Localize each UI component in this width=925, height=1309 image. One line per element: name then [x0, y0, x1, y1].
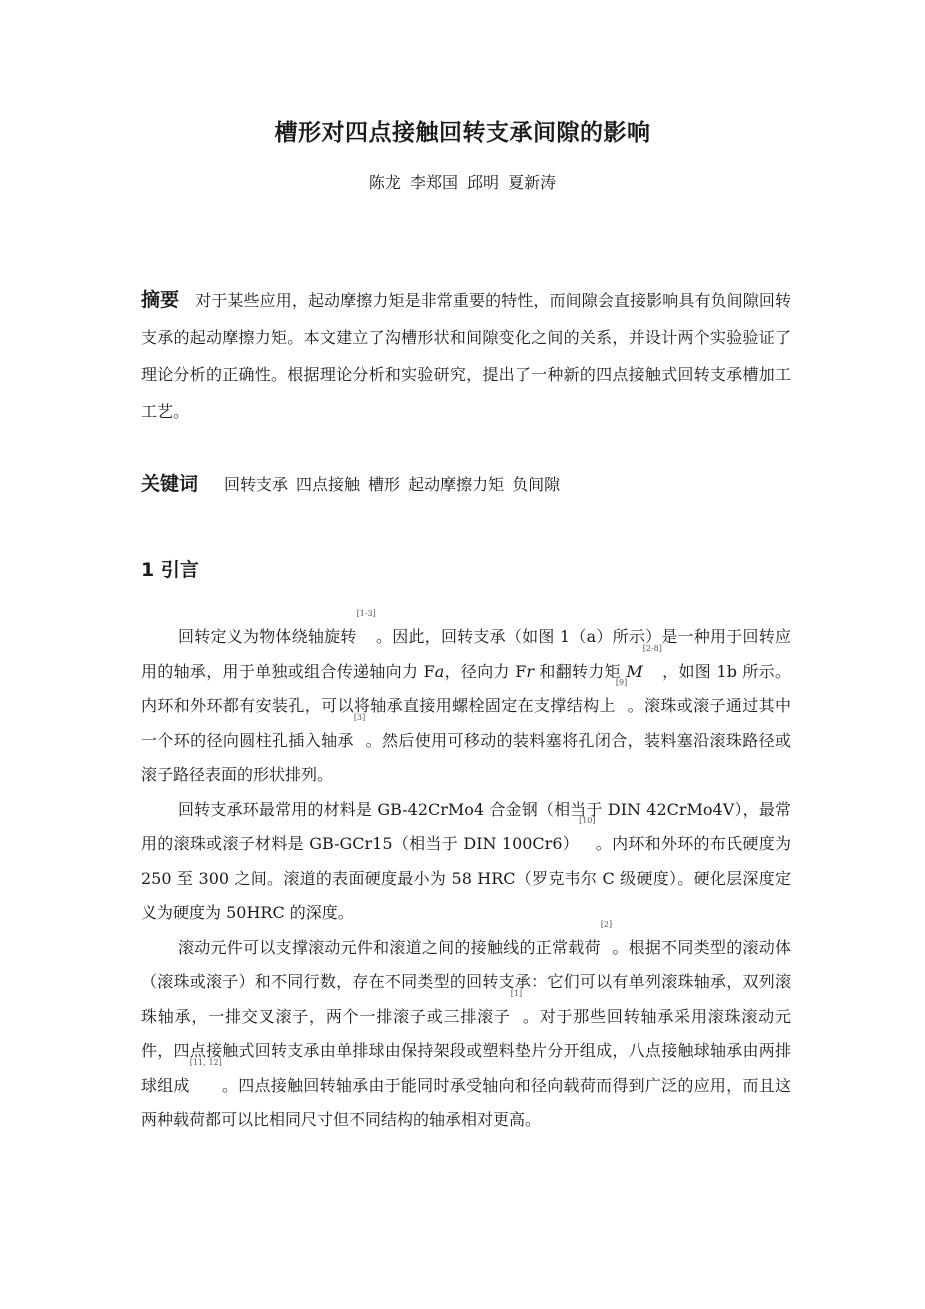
- keyword: 四点接触: [296, 475, 361, 494]
- text-run: 。因此，回转支承（如图 1（a）所示）是一种用于回转应用的轴承，用于单独或组合传递轴向力 F: [141, 627, 791, 681]
- text-run: 和翻转力矩: [534, 661, 627, 681]
- text-run: 回转定义为物体绕轴旋转: [178, 627, 357, 646]
- text-run: 。四点接触回转轴承由于能同时承受轴向和径向载荷而得到广泛的应用，而且这两种载荷都可以比相同尺寸但不同结构的轴承相对更高。: [141, 1075, 791, 1129]
- keywords-section: [141, 468, 791, 501]
- text-run: 回转支承环最常用的材料是 GB-42CrMo4 合金钢（相当于 DIN 42CrMo4V），最常用的滚珠或滚子材料是 GB-GCr15（相当于 DIN 100Cr6）: [141, 799, 791, 853]
- citation: [3]: [353, 712, 366, 722]
- citation: [10]: [579, 816, 596, 825]
- citation: [11, 12]: [189, 1057, 222, 1067]
- math-var: a: [434, 661, 445, 681]
- keyword: 回转支承: [224, 475, 289, 494]
- paragraph-3: [141, 919, 791, 1138]
- text-run: 。然后使用可移动的装料塞将孔闭合，装料塞沿滚珠路径或滚子路径表面的形状排列。: [141, 730, 791, 784]
- citation: [2]: [600, 919, 613, 929]
- keywords-label: 关键词: [141, 473, 199, 495]
- keyword: 槽形: [368, 475, 401, 494]
- text-run: ，如图 1b 所示。内环和外环都有安装孔，可以将轴承直接用螺栓固定在支撑结构上: [141, 661, 791, 715]
- text-run: ，径向力 F: [444, 661, 527, 681]
- paragraph-1: [141, 609, 791, 793]
- text-run: 。滚珠或滚子通过其中一个环的径向圆柱孔插入轴承: [141, 696, 791, 750]
- paper-title: 槽形对四点接触回转支承间隙的影响: [274, 120, 651, 146]
- body-text: [141, 609, 791, 1138]
- citation: [1-3]: [356, 609, 376, 618]
- keyword: 起动摩擦力矩: [408, 475, 505, 494]
- section-heading: 1 引言: [141, 559, 199, 581]
- author-list: 陈龙 李郑国 邱明 夏新涛: [368, 173, 557, 192]
- math-var: M: [626, 661, 643, 681]
- citation: [2-8]: [642, 643, 662, 653]
- citation: [9]: [615, 678, 628, 687]
- paragraph-2: [141, 793, 791, 931]
- keyword: 负间隙: [512, 475, 561, 494]
- abstract-text: 对于某些应用，起动摩擦力矩是非常重要的特性，而间隙会直接影响具有负间隙回转支承的起动摩擦力矩。本文建立了沟槽形状和间隙变化之间的关系，并设计两个实验验证了理论分析的正确性。根据理论分析和实验研究，提出了一种新的四点接触式回转支承槽加工工艺。: [141, 291, 791, 421]
- text-run: 。对于那些回转轴承采用滚珠滚动元件，四点接触式回转支承由单排球由保持架段或塑料垫片分开组成，八点接触球轴承由两排球组成: [141, 1006, 791, 1095]
- math-var: r: [526, 661, 535, 681]
- abstract-label: 摘要: [141, 289, 180, 311]
- citation: [1]: [510, 988, 523, 998]
- text-run: 滚动元件可以支撑滚动元件和滚道之间的接触线的正常载荷: [178, 937, 601, 957]
- text-run: 。根据不同类型的滚动体（滚珠或滚子）和不同行数，存在不同类型的回转支承：它们可以有单列滚珠轴承，双列滚珠轴承，一排交叉滚子，两个一排滚子或三排滚子: [141, 937, 791, 1026]
- abstract-section: [141, 282, 791, 430]
- text-run: 。内环和外环的布氏硬度为 250 至 300 之间。滚道的表面硬度最小为 58 HRC（罗克韦尔 C 级硬度）。硬化层深度定义为硬度为 50HRC 的深度。: [141, 834, 791, 922]
